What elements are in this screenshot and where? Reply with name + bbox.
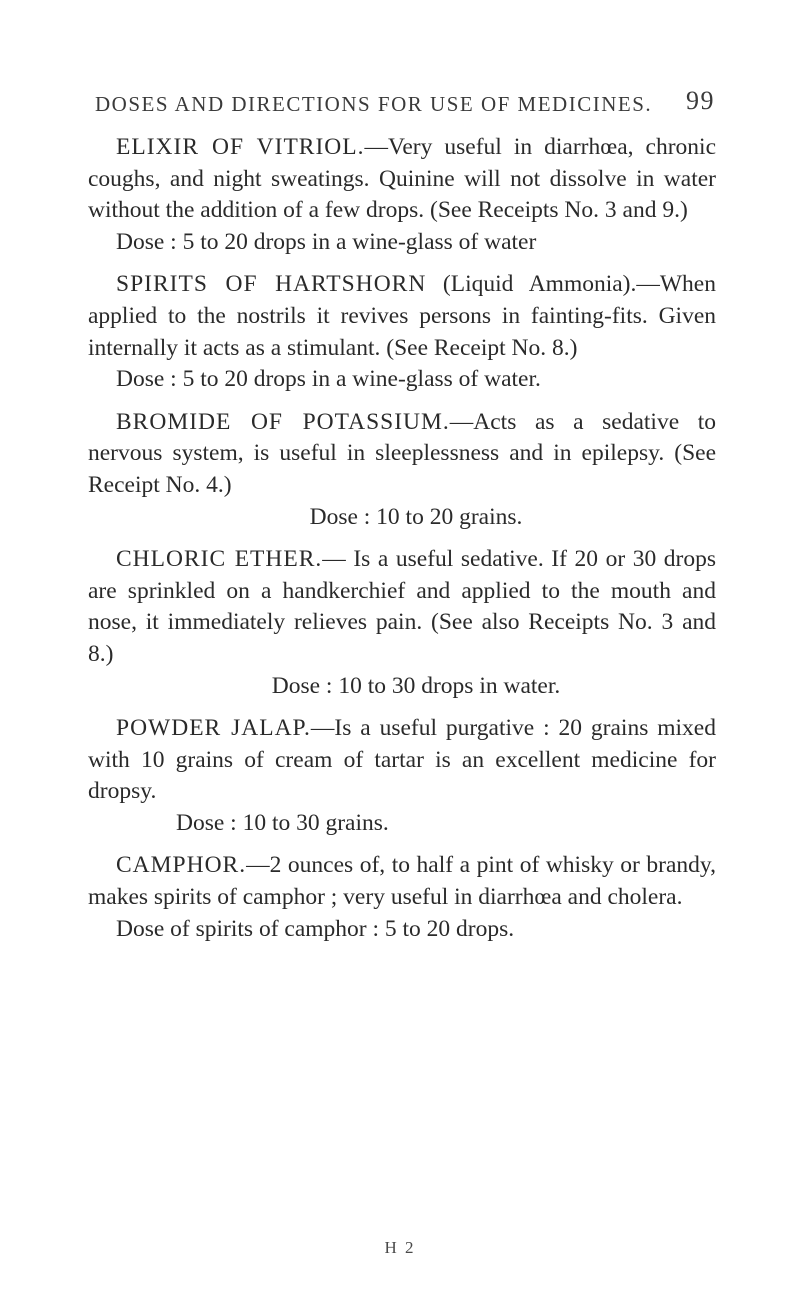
entry-text: — Is a useful sedative. If 20 or 30 drops are sprinkled on a handkerchief and applied to the mouth and nose, it immediately relieves pain. (See also Receipts No. 3 and 8.) <box>88 546 716 667</box>
entry-powder-jalap <box>88 713 716 839</box>
entry-elixir-of-vitriol <box>88 132 716 258</box>
entry-heading: ELIXIR OF VITRIOL. <box>116 134 365 160</box>
entry-text: —Acts as a sedative to nervous system, is useful in sleeplessness and in epilepsy. (See Receipt No. 4.) <box>88 408 716 498</box>
entry-dose: Dose : 10 to 20 grains. <box>309 503 523 530</box>
entry-heading: CAMPHOR. <box>116 852 247 879</box>
entry-text: —Very useful in diarrhœa, chronic coughs, and night sweatings. Quinine will not dissolve in water without the addition of a few drops. (See Receipts No. 3 and 9.) <box>88 134 717 224</box>
entry-text: —2 ounces of, to half a pint of whisky or brandy, makes spirits of camphor ; very useful in diarrhœa and cholera. <box>88 852 716 911</box>
entry-chloric-ether <box>88 544 716 702</box>
entry-dose: Dose : 5 to 20 drops in a wine-glass of water. <box>116 366 541 393</box>
entry-heading: SPIRITS OF HARTSHORN <box>116 271 427 298</box>
entry-bromide-of-potassium <box>88 407 716 533</box>
entry-paragraph <box>88 407 716 502</box>
entry-paragraph <box>88 713 716 808</box>
entry-paragraph <box>88 269 716 364</box>
entry-text: —Is a useful purgative : 20 grains mixed with 10 grains of cream of tartar is an excellent medicine for dropsy. <box>88 715 716 805</box>
entry-paragraph <box>88 850 716 913</box>
entry-dose: Dose of spirits of camphor : 5 to 20 drops. <box>116 915 515 942</box>
entry-heading: POWDER JALAP. <box>116 715 311 742</box>
entry-dose: Dose : 10 to 30 drops in water. <box>271 672 561 699</box>
page-number: 99 <box>686 86 715 115</box>
entry-heading: CHLORIC ETHER. <box>116 546 323 573</box>
entry-dose: Dose : 5 to 20 drops in a wine-glass of water <box>116 228 537 255</box>
entry-paragraph <box>88 132 716 227</box>
entry-spirits-of-hartshorn <box>88 269 716 395</box>
signature-mark: H 2 <box>384 1238 416 1257</box>
entry-text: (Liquid Ammonia).—When applied to the nostrils it revives persons in fainting-fits. Given internally it acts as a stimulant. (See Receipt No. 8.) <box>88 271 716 361</box>
entry-dose: Dose : 10 to 30 grains. <box>176 809 389 836</box>
entry-heading: BROMIDE OF POTASSIUM. <box>116 408 450 435</box>
entry-paragraph <box>88 544 716 670</box>
entry-camphor <box>88 850 716 945</box>
running-title: DOSES AND DIRECTIONS FOR USE OF MEDICINES. <box>95 92 653 116</box>
running-header <box>95 86 715 117</box>
page-body <box>88 132 716 956</box>
